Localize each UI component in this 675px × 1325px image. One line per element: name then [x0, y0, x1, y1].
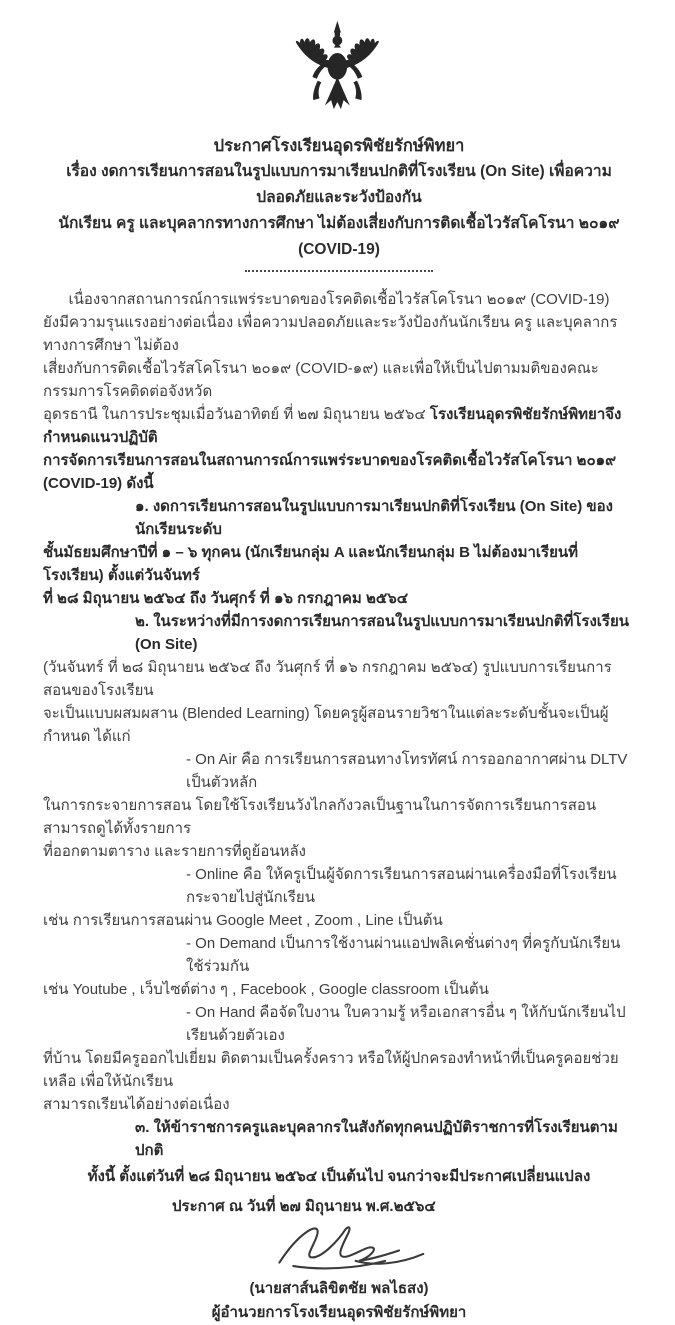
document-line [43, 541, 635, 587]
text-segment: ๑. งดการเรียนการสอนในรูปแบบการมาเรียนปกติที่โรงเรียน (On Site) ของนักเรียนระดับ [135, 498, 613, 538]
document-line [43, 909, 635, 932]
document-line [43, 978, 635, 1001]
document-line [43, 357, 635, 403]
document-line [43, 495, 635, 541]
document-line [43, 863, 635, 909]
document-title: ประกาศโรงเรียนอุดรพิชัยรักษ์พิทยา [213, 137, 465, 155]
announcement-document [0, 20, 675, 1321]
document-line [43, 1093, 635, 1116]
document-line [43, 702, 635, 748]
text-segment: - On Air คือ การเรียนการสอนทางโทรทัศน์ การออกอากาศผ่าน DLTV เป็นตัวหลัก [186, 751, 628, 791]
signature-icon [269, 1221, 442, 1273]
text-segment: อุดรธานี ในการประชุมเมื่อวันอาทิตย์ ที่ ๒๗ มิถุนายน ๒๕๖๔ [43, 406, 430, 423]
document-line [43, 311, 635, 357]
document-line [43, 587, 635, 610]
text-segment: ๓. ให้ข้าราชการครูและบุคลากรในสังกัดทุกคนปฏิบัติราชการที่โรงเรียนตามปกติ [135, 1119, 618, 1159]
text-segment: (วันจันทร์ ที่ ๒๘ มิถุนายน ๒๕๖๔ ถึง วันศุกร์ ที่ ๑๖ กรกฎาคม ๒๕๖๔) รูปแบบการเรียนการสอนของโรงเรียน [43, 659, 612, 699]
document-line [43, 449, 635, 495]
signer-name: (นายสาส์นลิขิตชัย พลไธสง) [249, 1280, 429, 1297]
document-line [43, 794, 635, 840]
text-segment: ยังมีความรุนแรงอย่างต่อเนื่อง เพื่อความปลอดภัยและระวังป้องกันนักเรียน ครู และบุคลากรทางการศึกษา ไม่ต้อง [43, 314, 618, 354]
subject-line-1: เรื่อง งดการเรียนการสอนในรูปแบบการมาเรียนปกติที่โรงเรียน (On Site) เพื่อความปลอดภัยและระวังป้องกัน [66, 163, 612, 206]
effective-date-line: ทั้งนี้ ตั้งแต่วันที่ ๒๘ มิถุนายน ๒๕๖๔ เป็นต้นไป จนกว่าจะมีประกาศเปลี่ยนแปลง [87, 1168, 591, 1185]
text-segment: ๒. ในระหว่างที่มีการงดการเรียนการสอนในรูปแบบการมาเรียนปกติที่โรงเรียน (On Site) [135, 613, 630, 653]
text-segment: - On Demand เป็นการใช้งานผ่านแอปพลิเคชั่นต่างๆ ที่ครูกับนักเรียนใช้ร่วมกัน [186, 935, 621, 975]
text-segment: ที่ออกตามตาราง และรายการที่ดูย้อนหลัง [43, 843, 307, 860]
text-segment: เช่น การเรียนการสอนผ่าน Google Meet , Zoom , Line เป็นต้น [43, 912, 443, 929]
garuda-emblem-icon [275, 20, 400, 118]
document-line [43, 840, 635, 863]
text-segment: ในการกระจายการสอน โดยใช้โรงเรียนวังไกลกังวลเป็นฐานในการจัดการเรียนการสอน สามารถดูได้ทั้งรายการ [43, 797, 597, 837]
document-line [43, 1116, 635, 1162]
text-segment: เช่น Youtube , เว็บไซต์ต่าง ๆ , Facebook , Google classroom เป็นต้น [43, 981, 489, 998]
document-line [43, 932, 635, 978]
text-segment: ที่ ๒๘ มิถุนายน ๒๕๖๔ ถึง วันศุกร์ ที่ ๑๖ กรกฎาคม ๒๕๖๔ [43, 590, 409, 607]
text-segment: เสี่ยงกับการติดเชื้อไวรัสโคโรนา ๒๐๑๙ (COVID-๑๙) และเพื่อให้เป็นไปตามมติของคณะกรรมการโรคติดต่อจังหวัด [43, 360, 599, 400]
document-line [43, 1047, 635, 1093]
document-line [43, 656, 635, 702]
document-line [43, 748, 635, 794]
text-segment: ชั้นมัธยมศึกษาปีที่ ๑ – ๖ ทุกคน (นักเรียนกลุ่ม A และนักเรียนกลุ่ม B ไม่ต้องมาเรียนที่โรงเรียน) ตั้งแต่วันจันทร์ [43, 544, 579, 584]
dotted-divider [245, 270, 433, 272]
signature-container [43, 1221, 635, 1275]
document-line [43, 1001, 635, 1047]
announcement-date-line: ประกาศ ณ วันที่ ๒๗ มิถุนายน พ.ศ.๒๕๖๔ [172, 1198, 436, 1215]
text-segment: เนื่องจากสถานการณ์การแพร่ระบาดของโรคติดเชื้อไวรัสโคโรนา ๒๐๑๙ (COVID-19) [68, 291, 610, 308]
text-segment: การจัดการเรียนการสอนในสถานการณ์การแพร่ระบาดของโรคติดเชื้อไวรัสโคโรนา ๒๐๑๙ (COVID-19) ดังนี้ [43, 452, 617, 492]
document-closing [0, 1165, 675, 1325]
subject-line-2: นักเรียน ครู และบุคลากรทางการศึกษา ไม่ต้องเสี่ยงกับการติดเชื้อไวรัสโคโรนา ๒๐๑๙ (COVID-19) [58, 215, 620, 258]
document-body [0, 288, 675, 1162]
text-segment: โรงเรียนอุดรพิชัยรักษ์พิทยาจึงกำหนดแนวปฏิบัติ [43, 406, 622, 446]
text-segment: จะเป็นแบบผสมผสาน (Blended Learning) โดยครูผู้สอนรายวิชาในแต่ละระดับชั้นจะเป็นผู้กำหนด ได้แก่ [43, 705, 609, 745]
text-segment: สามารถเรียนได้อย่างต่อเนื่อง [43, 1096, 230, 1113]
signer-title: ผู้อำนวยการโรงเรียนอุดรพิชัยรักษ์พิทยา [211, 1304, 467, 1321]
emblem-container [0, 20, 675, 120]
document-line [43, 403, 635, 449]
text-segment: - On Hand คือจัดใบงาน ใบความรู้ หรือเอกสารอื่น ๆ ให้กับนักเรียนไปเรียนด้วยตัวเอง [186, 1004, 626, 1044]
document-line [43, 610, 635, 656]
document-header [0, 133, 675, 272]
text-segment: ที่บ้าน โดยมีครูออกไปเยี่ยม ติดตามเป็นครั้งคราว หรือให้ผู้ปกครองทำหน้าที่เป็นครูคอยช่วยเหลือ เพื่อให้นักเรียน [43, 1050, 619, 1090]
text-segment: - Online คือ ให้ครูเป็นผู้จัดการเรียนการสอนผ่านเครื่องมือที่โรงเรียนกระจายไปสู่นักเรียน [186, 866, 617, 906]
document-line [43, 288, 635, 311]
